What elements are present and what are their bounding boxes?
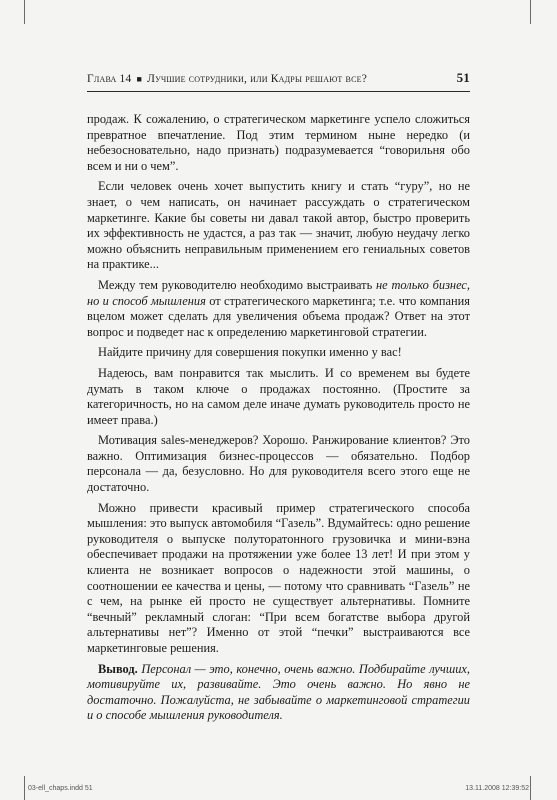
chapter-label: Глава 14 xyxy=(87,73,132,85)
paragraph: Найдите причину для совершения покупки именно у вас! xyxy=(98,345,402,360)
separator-square-icon: ■ xyxy=(136,74,143,84)
body-text xyxy=(87,112,470,724)
crop-mark-top-left xyxy=(24,0,25,24)
paragraph: продаж. К сожалению, о стратегическом маркетинге успело сложиться превратное впечатление. Под этим термином ныне нередко (и небезосновательно, надо признать) подразумевается “говорильня обо всем и ни о чем”. xyxy=(87,112,470,173)
paragraph: Если человек очень хочет выпустить книгу и стать “гуру”, но не знает, о чем написать, он начинает рассуждать о стратегическом маркетинге. Какие бы советы ни давал такой автор, быстро проверить их эффективность не удастся, а раз так — значит, любую неудачу легко можно объяснить неправильным применением его гениальных советов на практике... xyxy=(87,179,470,272)
print-slug-timestamp: 13.11.2008 12:39:52 xyxy=(465,785,529,792)
page-number: 51 xyxy=(456,70,470,85)
paragraph-text: Между тем руководителю необходимо выстраивать xyxy=(98,277,377,292)
conclusion-paragraph xyxy=(87,662,470,724)
crop-mark-bottom-left xyxy=(24,776,25,800)
crop-mark-top-right xyxy=(530,0,531,24)
book-page xyxy=(87,70,470,729)
running-header xyxy=(87,70,470,92)
paragraph: Мотивация sales-менеджеров? Хорошо. Ранжирование клиентов? Это важно. Оптимизация бизнес-процессов — обязательно. Подбор персонала — да, безусловно. Но для руководителя всего этого еще не достаточно. xyxy=(87,433,470,495)
conclusion-text: Персонал — это, конечно, очень важно. Подбирайте лучших, мотивируйте их, развивайте. Это очень важно. Но явно не достаточно. Пожалуйста, не забывайте о маркетинговой стратегии и о способе мышления руководителя. xyxy=(87,661,470,723)
chapter-title: Лучшие сотрудники, или Кадры решают все? xyxy=(147,73,368,85)
running-header-left xyxy=(87,73,367,85)
crop-mark-bottom-right xyxy=(530,776,531,800)
paragraph-text: от стратегического маркетинга; т.е. что компания вцелом может сделать для увеличения объема продаж? Ответ на этот вопрос и подведет нас к определению маркетинговой стратегии. xyxy=(87,293,470,339)
paragraph: Надеюсь, вам понравится так мыслить. И со временем вы будете думать в таком ключе о продажах постоянно. (Простите за категоричность, но на самом деле иначе думать руководитель просто не имеет права.) xyxy=(87,365,470,427)
conclusion-label: Вывод. xyxy=(98,661,138,676)
paragraph: Можно привести красивый пример стратегического способа мышления: это выпуск автомобиля “Газель”. Вдумайтесь: одно решение руководителя о выпуске полуторатонного грузовичка и мини-вэна обеспечивает продажи на протяжении уже более 13 лет! И при этом у клиента не возникает вопросов о надежности этой машины, о соотношении ее качества и цены, — потому что сравнивать “Газель” не с чем, на рынке ей просто не существует альтернативы. Помните “вечный” рекламный слоган: “При всем богатстве выбора другой альтернативы нет”? Именно от этой “печки” выстраиваются все маркетинговые решения. xyxy=(87,500,471,655)
print-slug-file: 03-ell_chaps.indd 51 xyxy=(28,785,93,792)
paragraph xyxy=(87,278,470,340)
emphasis-text: не только бизнес, но и способ мышления xyxy=(87,277,470,308)
